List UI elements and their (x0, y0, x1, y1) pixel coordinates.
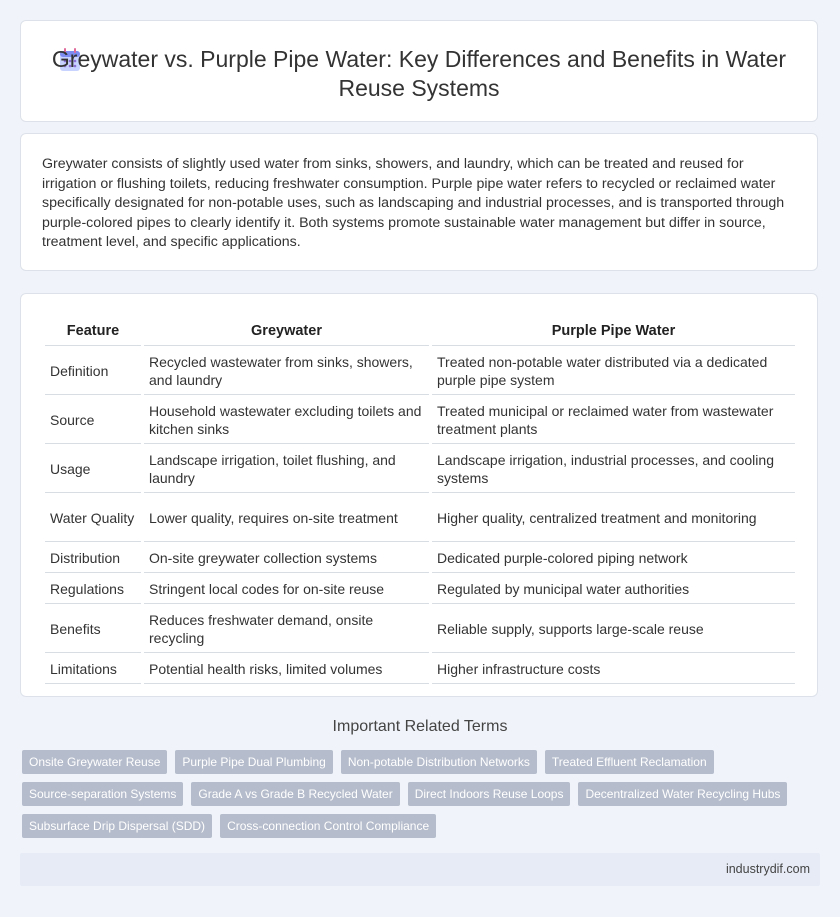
related-terms-list (22, 750, 812, 846)
row-feature: Distribution (45, 542, 141, 573)
row-purple-pipe: Treated non-potable water distributed via a dedicated purple pipe system (432, 346, 795, 395)
related-term-tag[interactable]: Cross-connection Control Compliance (220, 814, 436, 838)
row-greywater: Household wastewater excluding toilets and kitchen sinks (144, 395, 429, 444)
row-greywater: Recycled wastewater from sinks, showers, and laundry (144, 346, 429, 395)
row-greywater: Landscape irrigation, toilet flushing, and laundry (144, 444, 429, 493)
table-row (45, 444, 795, 493)
table-row (45, 395, 795, 444)
table-header-row (45, 314, 795, 346)
table-row (45, 653, 795, 684)
table-row (45, 604, 795, 653)
row-greywater: Potential health risks, limited volumes (144, 653, 429, 684)
title-card (20, 20, 818, 122)
row-purple-pipe: Regulated by municipal water authorities (432, 573, 795, 604)
header-feature: Feature (45, 314, 141, 346)
row-purple-pipe: Reliable supply, supports large-scale reuse (432, 604, 795, 653)
row-feature: Regulations (45, 573, 141, 604)
row-purple-pipe: Treated municipal or reclaimed water from wastewater treatment plants (432, 395, 795, 444)
related-term-tag[interactable]: Subsurface Drip Dispersal (SDD) (22, 814, 212, 838)
row-feature: Source (45, 395, 141, 444)
table-row (45, 573, 795, 604)
intro-card (20, 133, 818, 271)
row-greywater: Reduces freshwater demand, onsite recycling (144, 604, 429, 653)
page-title: Greywater vs. Purple Pipe Water: Key Differences and Benefits in Water Reuse Systems (51, 46, 787, 101)
row-purple-pipe: Dedicated purple-colored piping network (432, 542, 795, 573)
row-purple-pipe: Higher quality, centralized treatment and monitoring (432, 493, 795, 542)
related-term-tag[interactable]: Source-separation Systems (22, 782, 183, 806)
related-term-tag[interactable]: Grade A vs Grade B Recycled Water (191, 782, 399, 806)
related-term-tag[interactable]: Purple Pipe Dual Plumbing (175, 750, 332, 774)
comparison-card (20, 293, 818, 697)
intro-paragraph: Greywater consists of slightly used water from sinks, showers, and laundry, which can be treated and reused for irrigation or flushing toilets, reducing freshwater consumption. Purple pipe water refers to recycled or reclaimed water specifically designated for non-potable uses, such as landscaping and industrial processes, and is transported through purple-colored pipes to clearly identify it. Both systems promote sustainable water management but differ in source, treatment level, and specific applications. (42, 156, 785, 251)
related-term-tag[interactable]: Treated Effluent Reclamation (545, 750, 714, 774)
comparison-table (42, 314, 798, 684)
row-greywater: On-site greywater collection systems (144, 542, 429, 573)
row-greywater: Stringent local codes for on-site reuse (144, 573, 429, 604)
footer-site-link[interactable]: industrydif.com (725, 862, 810, 876)
row-purple-pipe: Higher infrastructure costs (432, 653, 795, 684)
row-greywater: Lower quality, requires on-site treatment (144, 493, 429, 542)
related-term-tag[interactable]: Decentralized Water Recycling Hubs (578, 782, 787, 806)
row-feature: Water Quality (45, 493, 141, 542)
table-row (45, 542, 795, 573)
table-row (45, 346, 795, 395)
header-purple-pipe: Purple Pipe Water (432, 314, 795, 346)
related-terms-title: Important Related Terms (332, 718, 508, 735)
row-feature: Limitations (45, 653, 141, 684)
row-purple-pipe: Landscape irrigation, industrial processes, and cooling systems (432, 444, 795, 493)
row-feature: Usage (45, 444, 141, 493)
related-term-tag[interactable]: Onsite Greywater Reuse (22, 750, 167, 774)
table-row (45, 493, 795, 542)
row-feature: Definition (45, 346, 141, 395)
related-term-tag[interactable]: Non-potable Distribution Networks (341, 750, 537, 774)
related-term-tag[interactable]: Direct Indoors Reuse Loops (408, 782, 571, 806)
footer-bar (20, 853, 820, 886)
row-feature: Benefits (45, 604, 141, 653)
header-greywater: Greywater (144, 314, 429, 346)
